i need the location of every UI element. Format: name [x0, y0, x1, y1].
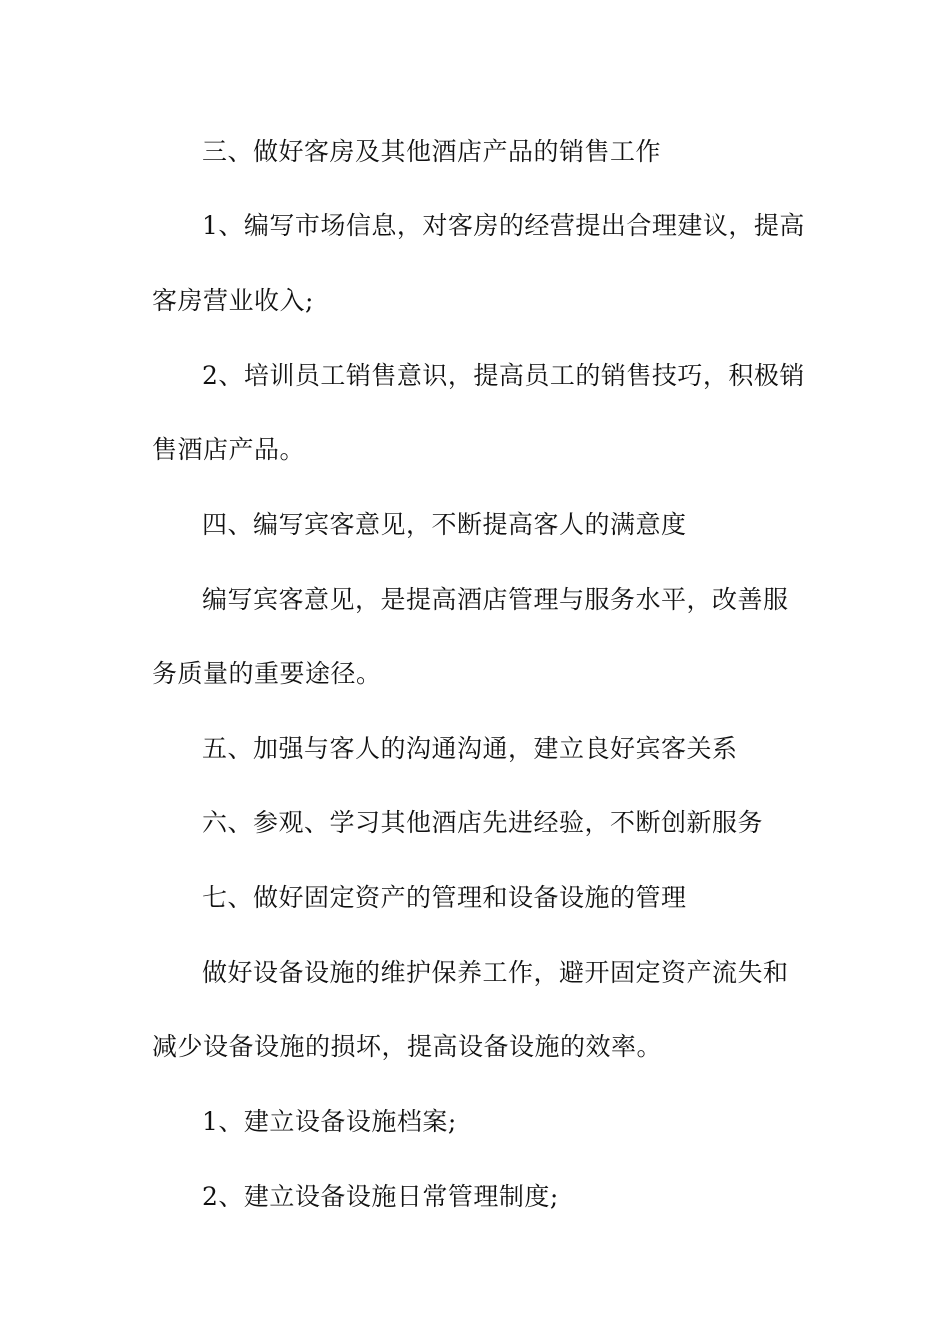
- paragraph-line: 务质量的重要途径。: [152, 659, 382, 688]
- paragraph-line: 客房营业收入;: [152, 286, 314, 315]
- paragraph-line: 减少设备设施的损坏，提高设备设施的效率。: [152, 1032, 663, 1061]
- paragraph-line: 做好设备设施的维护保养工作，避开固定资产流失和: [202, 958, 789, 987]
- list-item: 2、建立设备设施日常管理制度;: [202, 1182, 559, 1211]
- paragraph-line: 1、编写市场信息，对客房的经营提出合理建议，提高: [202, 211, 805, 240]
- list-item: 1、建立设备设施档案;: [202, 1107, 457, 1136]
- paragraph-line: 2、培训员工销售意识，提高员工的销售技巧，积极销: [202, 361, 805, 390]
- heading-section-7: 七、做好固定资产的管理和设备设施的管理: [202, 883, 687, 912]
- heading-section-4: 四、编写宾客意见，不断提高客人的满意度: [202, 510, 687, 539]
- paragraph-line: 售酒店产品。: [152, 435, 306, 464]
- paragraph-line: 编写宾客意见，是提高酒店管理与服务水平，改善服: [202, 585, 789, 614]
- heading-section-6: 六、参观、学习其他酒店先进经验，不断创新服务: [202, 808, 764, 837]
- heading-section-5: 五、加强与客人的沟通沟通，建立良好宾客关系: [202, 734, 738, 763]
- heading-section-3: 三、做好客房及其他酒店产品的销售工作: [202, 137, 662, 166]
